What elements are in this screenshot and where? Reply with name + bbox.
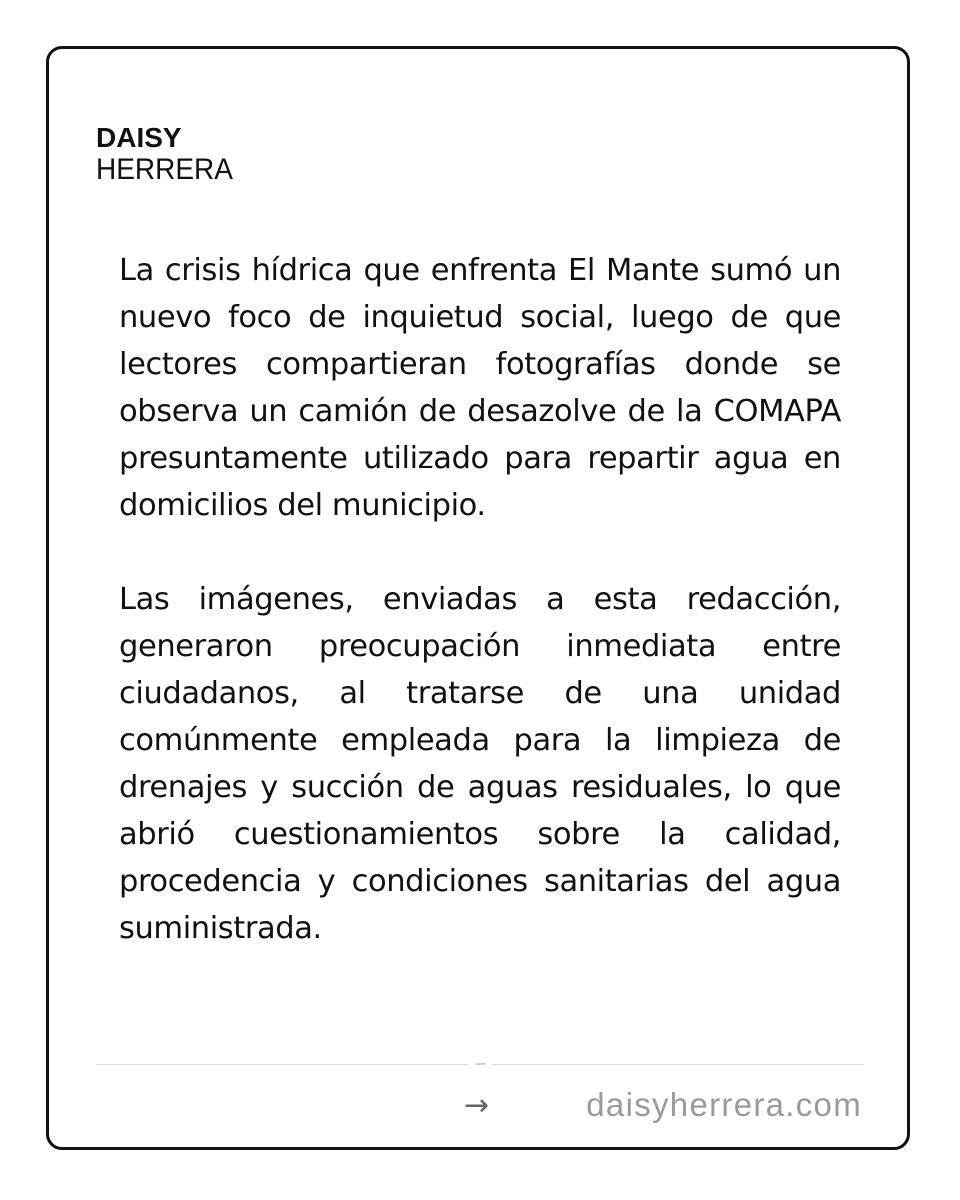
arrow-right-icon[interactable]: →	[464, 1088, 490, 1123]
footer-divider-left	[96, 1064, 468, 1065]
brand-last-name: HERRERA	[96, 153, 233, 186]
article-body	[119, 247, 841, 999]
website-link[interactable]: daisyherrera.com	[586, 1086, 862, 1123]
article-paragraph: La crisis hídrica que enfrenta El Mante sumó un nuevo foco de inquietud social, luego de que lectores compartieran fotografías donde se observa un camión de desazolve de la COMAPA presuntamente utilizado para repartir agua en domicilios del municipio.	[119, 253, 841, 523]
brand-logo	[96, 122, 233, 184]
article-paragraph: Las imágenes, enviadas a esta redacción, generaron preocupación inmediata entre ciudadanos, al tratarse de una unidad comúnmente empleada para la limpieza de drenajes y succión de aguas residuales, lo que abrió cuestionamientos sobre la calidad, procedencia y condiciones sanitarias del agua suministrada.	[119, 582, 841, 946]
divider-mark: • acne	[474, 1061, 486, 1066]
footer-divider-right	[492, 1064, 864, 1065]
brand-first-name: DAISY	[96, 122, 182, 153]
